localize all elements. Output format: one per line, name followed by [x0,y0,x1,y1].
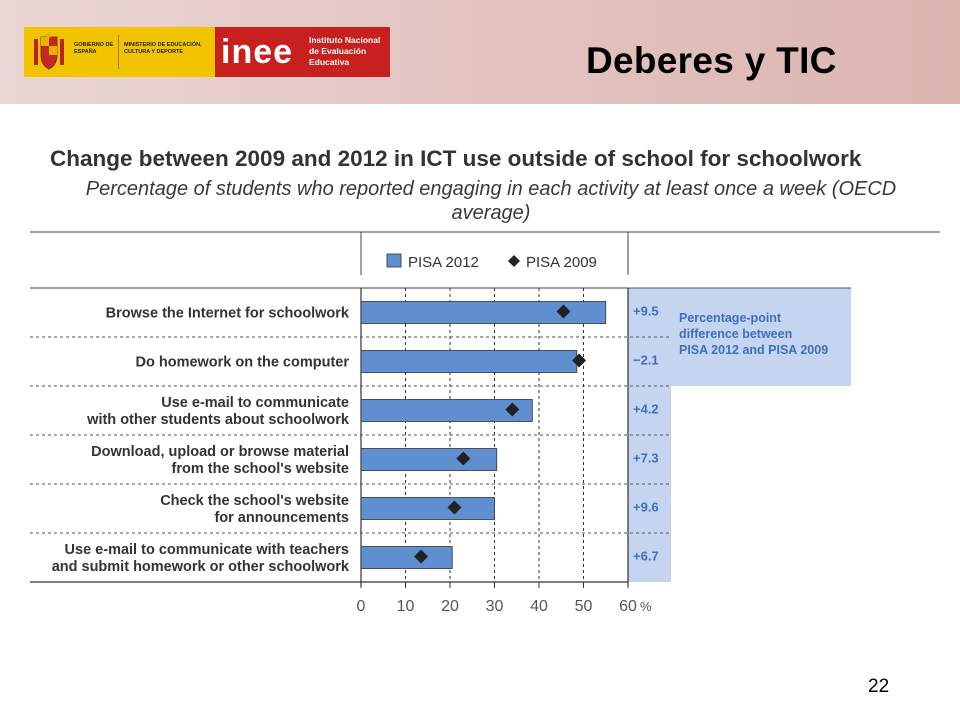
inee-wordmark: inee [221,33,294,71]
difference-note-line: difference between [679,327,793,341]
legend-label-pisa-2009: PISA 2009 [526,254,597,271]
x-tick-label: 40 [530,598,548,615]
x-tick-label: 20 [441,598,459,615]
chart-title: Change between 2009 and 2012 in ICT use outside of school for schoolwork [50,146,862,171]
difference-value: +7.3 [633,450,659,466]
x-tick-label: 60 [619,598,637,615]
x-tick-label: 0 [356,598,366,615]
ministerio-text: MINISTERIO DE EDUCACIÓN, CULTURA Y DEPORTE [124,42,202,55]
category-label: Download, upload or browse material [91,444,349,460]
category-label: Use e-mail to communicate [161,395,349,411]
page-number: 22 [868,676,890,697]
inee-name: Instituto Nacional de Evaluación Educativa [309,35,381,67]
difference-value: +4.2 [633,401,659,417]
category-label: with other students about schoolwork [87,412,349,428]
difference-value: +6.7 [633,548,659,564]
category-label: Browse the Internet for schoolwork [105,305,349,322]
difference-note-line: PISA 2012 and PISA 2009 [679,343,829,357]
legend-swatch-pisa-2012 [387,254,401,267]
difference-value: −2.1 [633,352,659,368]
category-label: from the school's website [171,461,349,477]
x-tick-label: 10 [396,598,415,615]
bar-pisa-2012 [361,449,497,471]
category-label: for announcements [214,510,349,526]
bar-pisa-2012 [361,547,452,569]
category-label: Do homework on the computer [135,354,349,371]
bar-pisa-2012 [361,351,577,373]
category-label: Use e-mail to communicate with teachers [64,542,349,558]
category-label: and submit homework or other schoolwork [51,559,349,575]
legend-marker-pisa-2009 [508,255,520,267]
difference-note-line: Percentage-point [679,311,782,325]
chart-subtitle: Percentage of students who reported engaging in each activity at least once a week (OECD average) [85,178,897,224]
bar-pisa-2012 [361,498,495,520]
x-tick-label: 50 [574,598,593,615]
gobierno-text: GOBIERNO DE ESPAÑA [74,42,114,55]
legend-label-pisa-2012: PISA 2012 [408,254,479,271]
x-tick-label: 30 [485,598,504,615]
x-unit-label: % [640,599,652,614]
difference-value: +9.5 [633,303,659,319]
slide-title: Deberes y TIC [586,40,837,81]
category-label: Check the school's website [160,493,349,509]
difference-value: +9.6 [633,499,659,515]
